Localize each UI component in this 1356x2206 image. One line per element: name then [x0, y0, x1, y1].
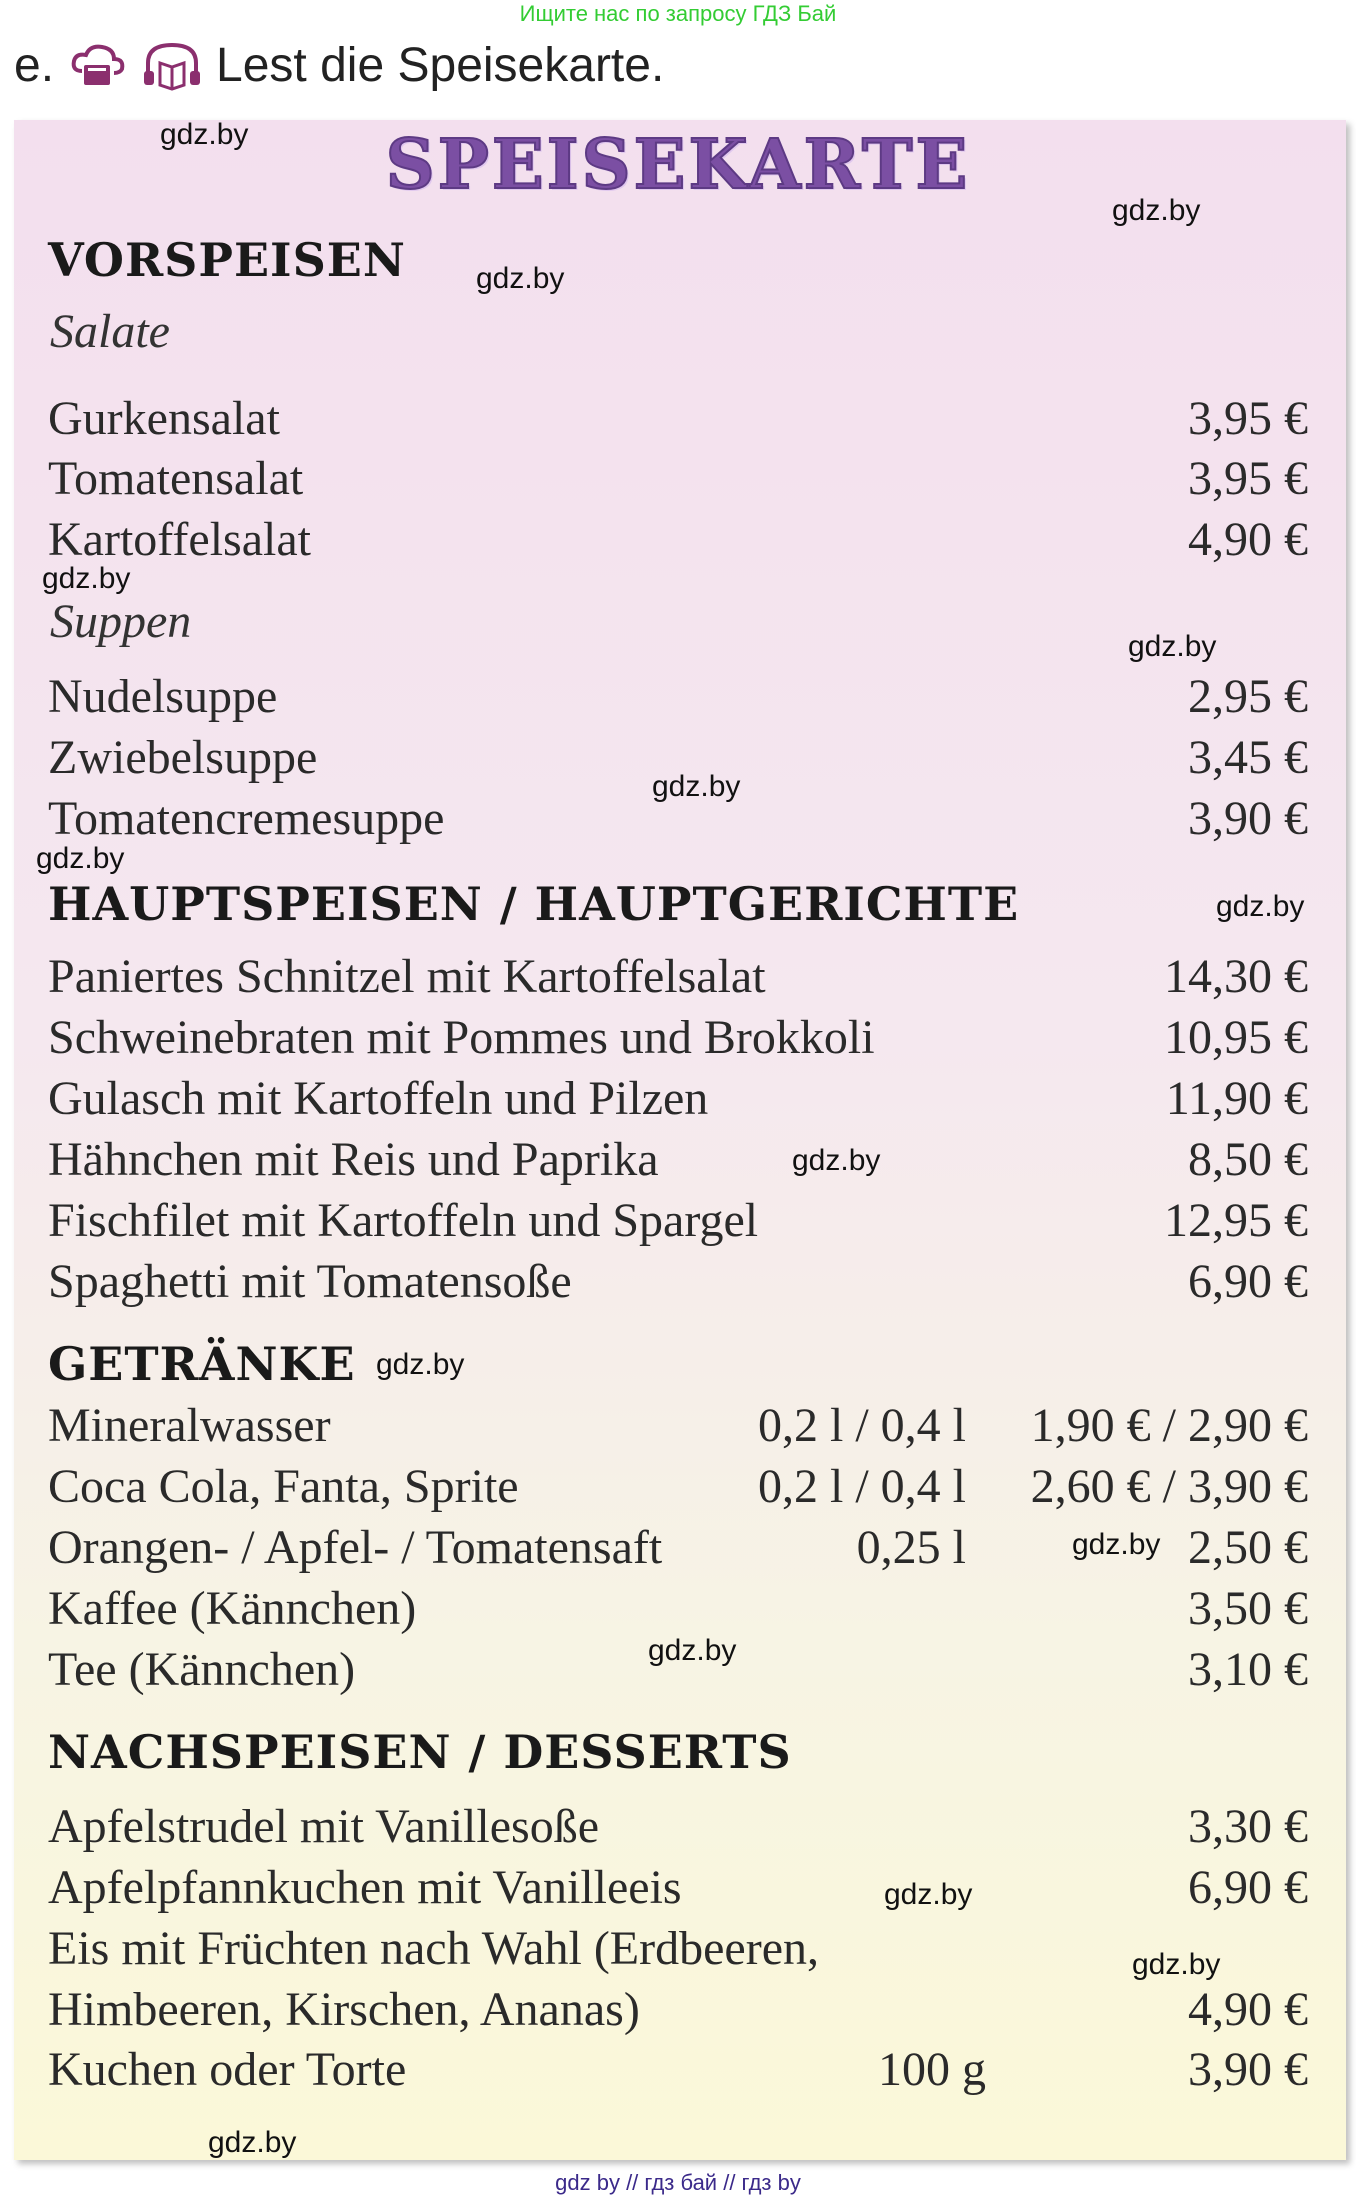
item-price: 10,95 €	[1164, 1011, 1308, 1064]
menu-item	[48, 1920, 1308, 1978]
item-name: Paniertes Schnitzel mit Kartoffelsalat	[48, 950, 766, 1003]
cloud-book-icon	[68, 41, 128, 91]
item-quantity: 100 g	[878, 2043, 986, 2096]
item-name: Kaffee (Kännchen)	[48, 1582, 417, 1635]
item-price: 2,50 €	[1188, 1521, 1308, 1574]
item-price: 3,45 €	[1188, 731, 1308, 784]
task-header	[14, 36, 664, 96]
menu-item	[48, 450, 1308, 508]
menu-item	[48, 1009, 1308, 1067]
watermark: gdz.by	[1216, 890, 1305, 923]
task-letter: e.	[14, 39, 55, 92]
item-name: Schweinebraten mit Pommes und Brokkoli	[48, 1011, 875, 1064]
watermark: gdz.by	[160, 118, 249, 151]
item-price: 3,90 €	[1188, 792, 1308, 845]
item-price: 3,30 €	[1188, 1800, 1308, 1853]
menu-item	[48, 1859, 1308, 1917]
item-quantity: 0,25 l	[856, 1521, 966, 1574]
watermark: gdz.by	[1132, 1948, 1221, 1981]
item-price: 6,90 €	[1188, 1861, 1308, 1914]
task-instruction: Lest die Speisekarte.	[216, 39, 665, 92]
item-price: 4,90 €	[1188, 1983, 1308, 2036]
menu-item	[48, 1981, 1308, 2039]
subheading-suppen: Suppen	[50, 595, 192, 648]
watermark: gdz.by	[476, 262, 565, 295]
item-quantity: 0,2 l / 0,4 l	[757, 1460, 966, 1513]
section-heading-nachspeisen: NACHSPEISEN / DESSERTS	[48, 1725, 792, 1779]
item-name: Kartoffelsalat	[48, 513, 311, 566]
item-name: Nudelsuppe	[48, 670, 278, 723]
watermark: gdz.by	[792, 1144, 881, 1177]
item-name: Coca Cola, Fanta, Sprite	[48, 1460, 519, 1513]
item-name: Spaghetti mit Tomatensoße	[48, 1255, 572, 1308]
item-name: Gulasch mit Kartoffeln und Pilzen	[48, 1072, 709, 1125]
section-heading-hauptspeisen: HAUPTSPEISEN / HAUPTGERICHTE	[48, 877, 1020, 931]
footer-text: gdz by // гдз бай // гдз by	[555, 2170, 801, 2195]
subheading-salate: Salate	[50, 305, 170, 358]
item-name: Himbeeren, Kirschen, Ananas)	[48, 1983, 640, 2036]
item-name: Tomatencremesuppe	[48, 792, 445, 845]
watermark: gdz.by	[208, 2126, 297, 2159]
menu-title: SPEISEKARTE	[385, 125, 971, 205]
item-price: 3,95 €	[1188, 452, 1308, 505]
menu-item	[48, 1458, 1308, 1516]
item-price: 4,90 €	[1188, 513, 1308, 566]
item-price: 14,30 €	[1164, 950, 1308, 1003]
menu-item	[48, 1192, 1308, 1250]
menu-item	[48, 1798, 1308, 1856]
menu-item	[48, 511, 1308, 569]
item-price: 3,50 €	[1188, 1582, 1308, 1635]
item-price: 3,90 €	[1188, 2043, 1308, 2096]
watermark: gdz.by	[1112, 194, 1201, 227]
item-name: Tee (Kännchen)	[48, 1643, 356, 1696]
menu-item	[48, 1397, 1308, 1455]
item-price: 2,60 € / 3,90 €	[1030, 1460, 1308, 1513]
item-price: 12,95 €	[1164, 1194, 1308, 1247]
menu-item	[48, 668, 1308, 726]
watermark: gdz.by	[652, 770, 741, 803]
item-price: 11,90 €	[1165, 1072, 1308, 1125]
watermark: gdz.by	[1128, 630, 1217, 663]
menu-item	[48, 1131, 1308, 1189]
menu-item	[48, 390, 1308, 448]
watermark: gdz.by	[376, 1348, 465, 1381]
watermark: gdz.by	[648, 1634, 737, 1667]
item-name: Hähnchen mit Reis und Paprika	[48, 1133, 659, 1186]
watermark: gdz.by	[1072, 1528, 1161, 1561]
item-name: Kuchen oder Torte	[48, 2043, 407, 2096]
item-price: 1,90 € / 2,90 €	[1030, 1399, 1308, 1452]
item-name: Apfelpfannkuchen mit Vanilleeis	[48, 1861, 682, 1914]
menu-item	[48, 1070, 1308, 1128]
menu-item	[48, 2041, 1308, 2099]
section-heading-vorspeisen: VORSPEISEN	[48, 233, 406, 287]
watermark: gdz.by	[36, 842, 125, 875]
top-banner: Ищите нас по запросу ГДЗ Бай	[519, 1, 837, 26]
item-name: Eis mit Früchten nach Wahl (Erdbeeren,	[48, 1922, 819, 1975]
menu-item	[48, 1253, 1308, 1311]
item-name: Gurkensalat	[48, 392, 280, 445]
item-price: 3,10 €	[1188, 1643, 1308, 1696]
item-name: Mineralwasser	[48, 1399, 331, 1452]
section-heading-getraenke: GETRÄNKE	[48, 1337, 356, 1391]
watermark: gdz.by	[884, 1878, 973, 1911]
item-price: 3,95 €	[1188, 392, 1308, 445]
item-price: 6,90 €	[1188, 1255, 1308, 1308]
watermark: gdz.by	[42, 562, 131, 595]
item-price: 8,50 €	[1188, 1133, 1308, 1186]
menu-item	[48, 948, 1308, 1006]
item-name: Apfelstrudel mit Vanillesoße	[48, 1800, 600, 1853]
item-name: Zwiebelsuppe	[48, 731, 318, 784]
item-price: 2,95 €	[1188, 670, 1308, 723]
audio-book-icon	[142, 41, 202, 91]
item-name: Fischfilet mit Kartoffeln und Spargel	[48, 1194, 759, 1247]
item-name: Tomatensalat	[48, 452, 304, 505]
item-name: Orangen- / Apfel- / Tomatensaft	[48, 1521, 663, 1574]
item-quantity: 0,2 l / 0,4 l	[757, 1399, 966, 1452]
menu-item	[48, 1580, 1308, 1638]
